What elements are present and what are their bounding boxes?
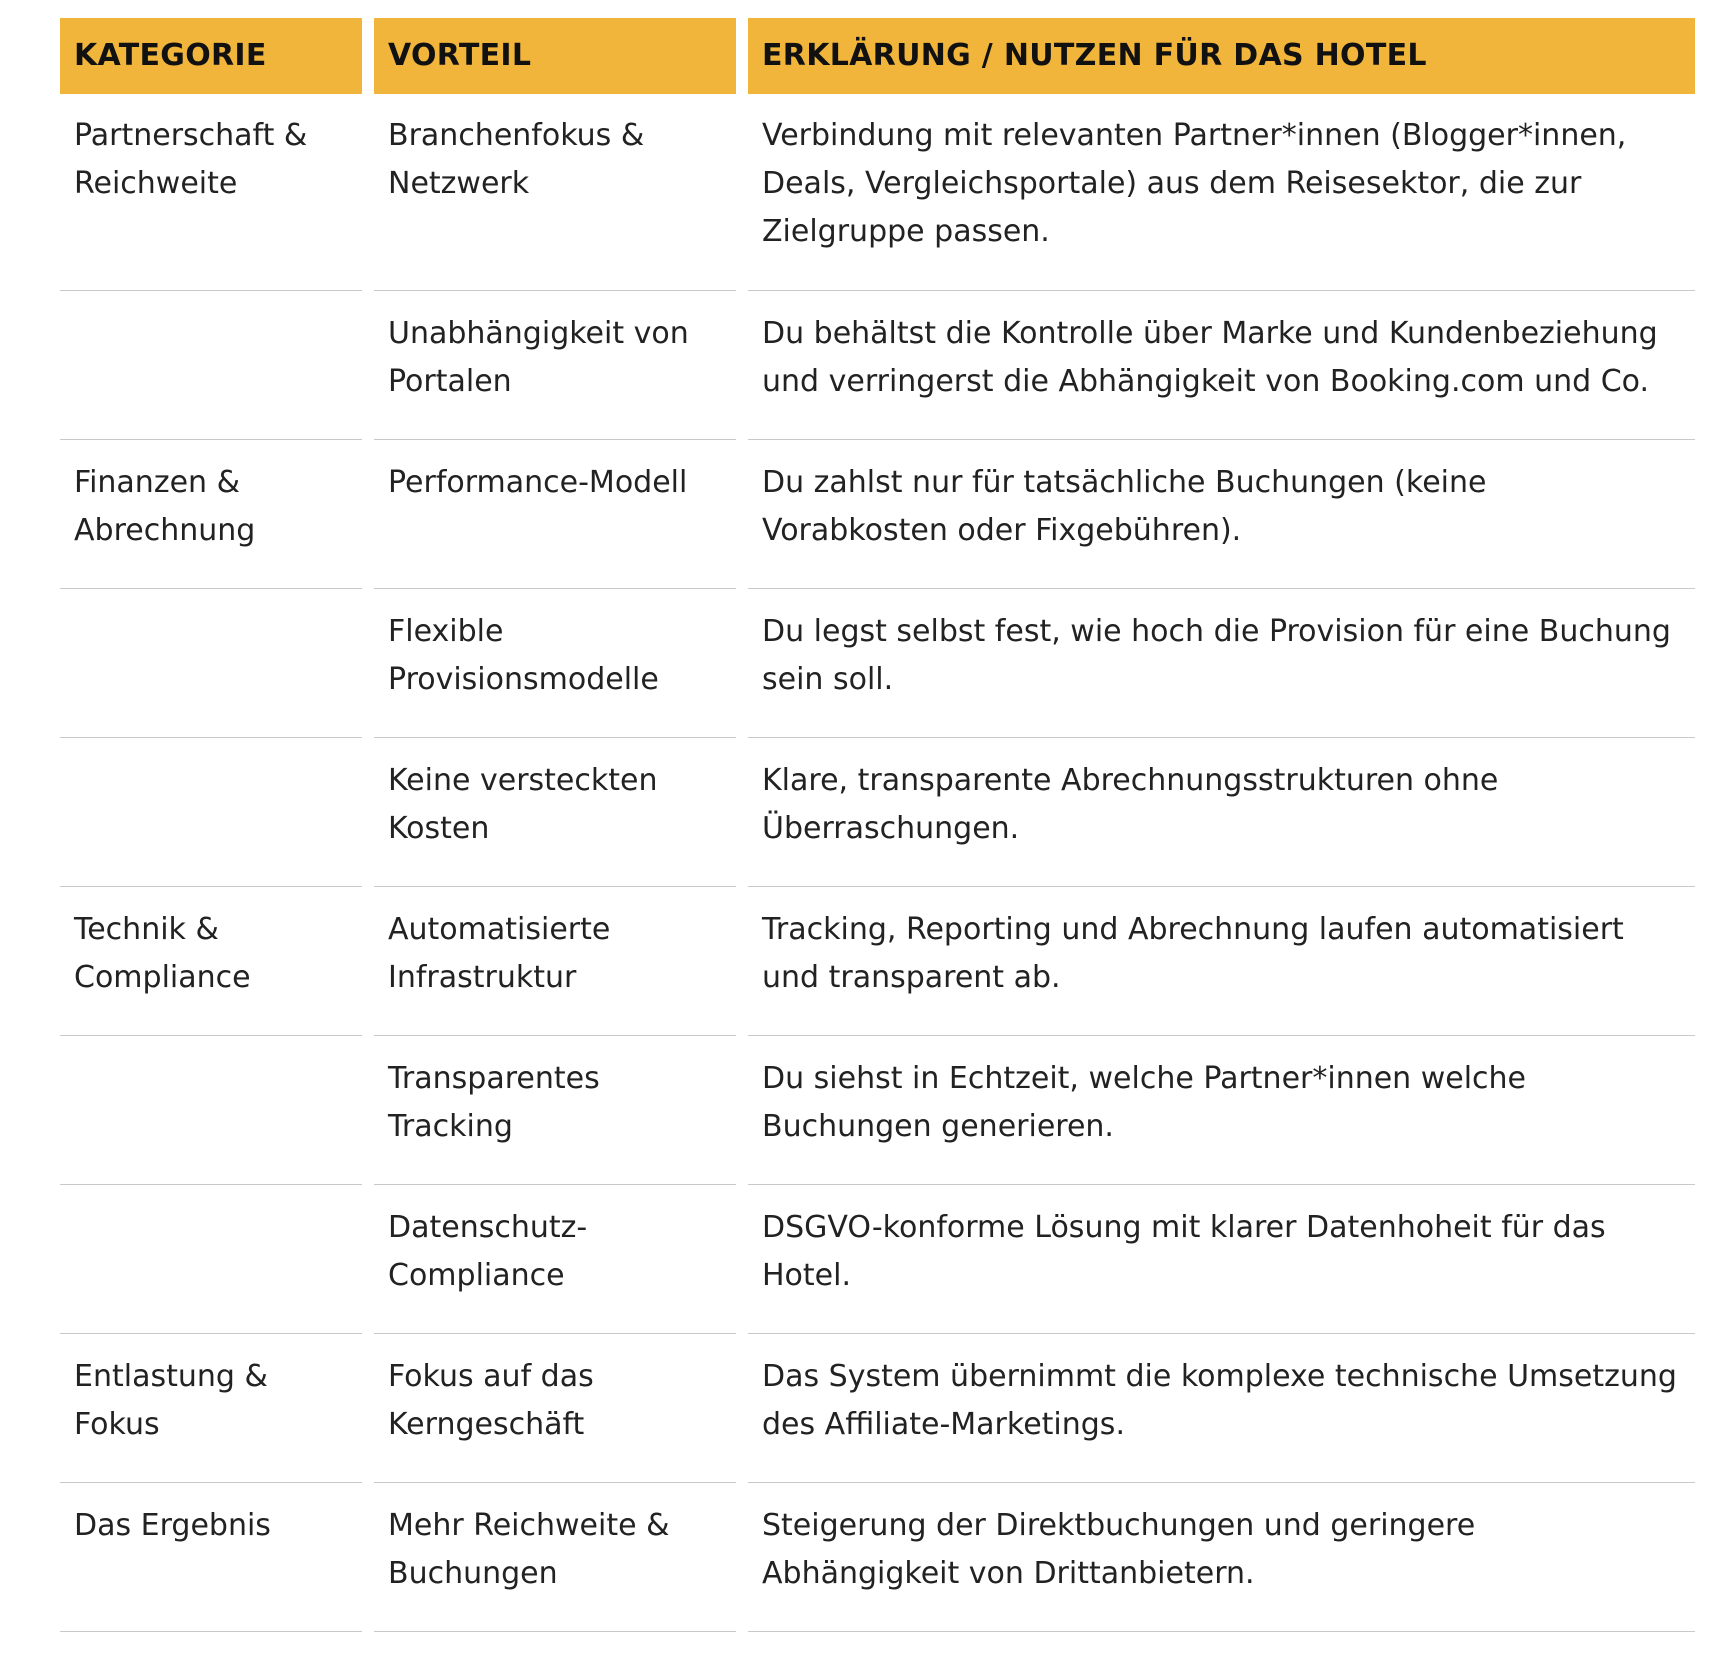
table-row	[0, 590, 1716, 738]
cell-vorteil: Unabhängigkeit von Portalen	[374, 292, 736, 440]
cell-erklaerung: Verbindung mit relevanten Partner*innen (Blogger*innen, Deals, Vergleichsportale) aus dem Reisesektor, die zur Zielgruppe passen.	[748, 94, 1695, 291]
cell-erklaerung: Tracking, Reporting und Abrechnung laufen automatisiert und transparent ab.	[748, 888, 1695, 1036]
cell-erklaerung: Du siehst in Echtzeit, welche Partner*innen welche Buchungen generieren.	[748, 1037, 1695, 1185]
table-row	[0, 1335, 1716, 1483]
cell-kategorie: Partnerschaft & Reichweite	[60, 94, 362, 291]
cell-kategorie	[60, 739, 362, 887]
table-header-row	[0, 18, 1716, 94]
cell-vorteil: Branchenfokus & Netzwerk	[374, 94, 736, 291]
cell-kategorie: Entlastung & Fokus	[60, 1335, 362, 1483]
cell-kategorie	[60, 292, 362, 440]
cell-erklaerung: Steigerung der Direktbuchungen und geringere Abhängigkeit von Drittanbietern.	[748, 1484, 1695, 1632]
cell-erklaerung: Klare, transparente Abrechnungsstrukturen ohne Überraschungen.	[748, 739, 1695, 887]
cell-erklaerung: DSGVO-konforme Lösung mit klarer Datenhoheit für das Hotel.	[748, 1186, 1695, 1334]
cell-vorteil: Keine versteckten Kosten	[374, 739, 736, 887]
header-kategorie: KATEGORIE	[60, 18, 362, 94]
table-row	[0, 292, 1716, 440]
table-row	[0, 888, 1716, 1036]
cell-kategorie	[60, 1037, 362, 1185]
header-vorteil: VORTEIL	[374, 18, 736, 94]
table-row	[0, 1037, 1716, 1185]
header-erklaerung: ERKLÄRUNG / NUTZEN FÜR DAS HOTEL	[748, 18, 1695, 94]
table-row	[0, 739, 1716, 887]
cell-vorteil: Datenschutz-Compliance	[374, 1186, 736, 1334]
cell-vorteil: Flexible Provisionsmodelle	[374, 590, 736, 738]
cell-erklaerung: Du behältst die Kontrolle über Marke und Kundenbeziehung und verringerst die Abhängigkeit von Booking.com und Co.	[748, 292, 1695, 440]
cell-kategorie: Finanzen & Abrechnung	[60, 441, 362, 589]
table-row	[0, 1186, 1716, 1334]
cell-erklaerung: Du legst selbst fest, wie hoch die Provision für eine Buchung sein soll.	[748, 590, 1695, 738]
cell-kategorie	[60, 590, 362, 738]
cell-kategorie	[60, 1186, 362, 1334]
table-row	[0, 1484, 1716, 1632]
table-row	[0, 441, 1716, 589]
table-row	[0, 94, 1716, 291]
cell-kategorie: Technik & Compliance	[60, 888, 362, 1036]
cell-vorteil: Mehr Reichweite & Buchungen	[374, 1484, 736, 1632]
cell-erklaerung: Das System übernimmt die komplexe technische Umsetzung des Affiliate-Marketings.	[748, 1335, 1695, 1483]
cell-vorteil: Transparentes Tracking	[374, 1037, 736, 1185]
cell-erklaerung: Du zahlst nur für tatsächliche Buchungen (keine Vorabkosten oder Fixgebühren).	[748, 441, 1695, 589]
cell-vorteil: Automatisierte Infrastruktur	[374, 888, 736, 1036]
cell-kategorie: Das Ergebnis	[60, 1484, 362, 1632]
cell-vorteil: Performance-Modell	[374, 441, 736, 589]
cell-vorteil: Fokus auf das Kerngeschäft	[374, 1335, 736, 1483]
